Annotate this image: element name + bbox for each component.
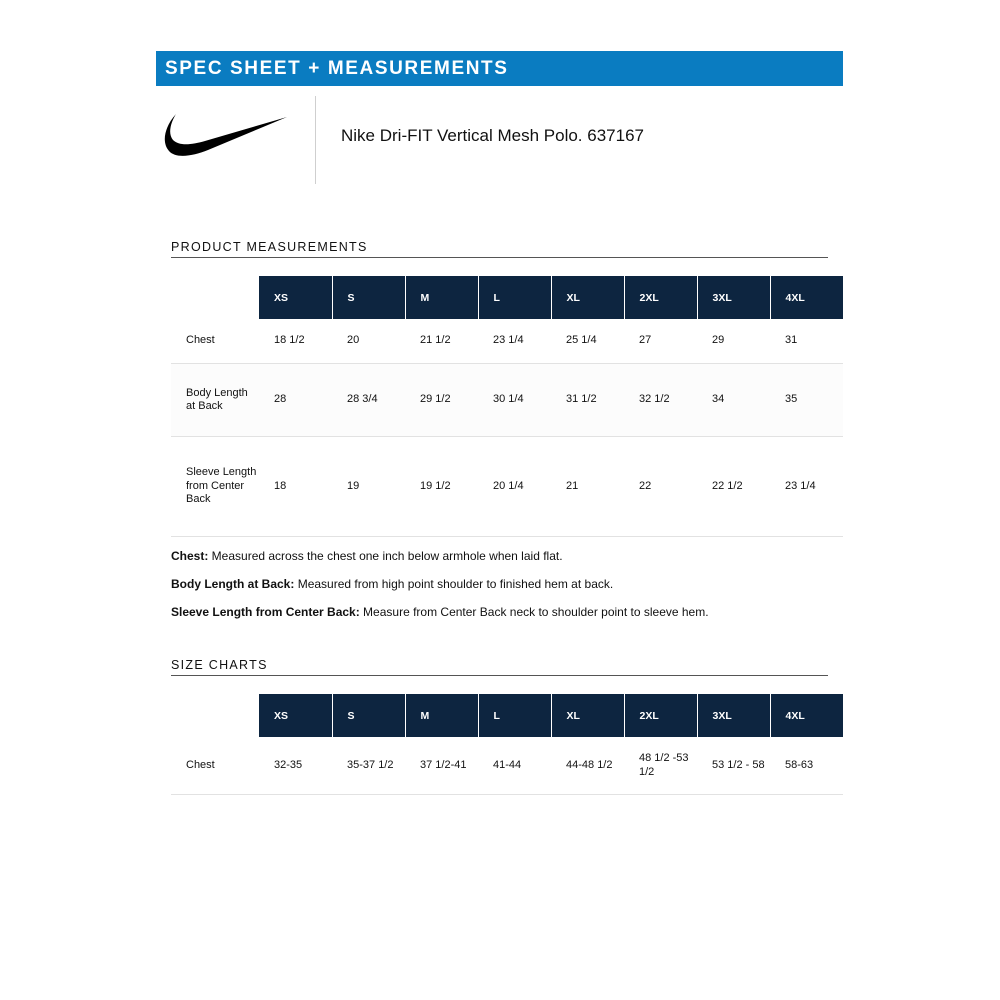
size-header: S [332,276,405,319]
table-cell: 20 1/4 [478,437,551,537]
row-label: Sleeve Length from Center Back [171,437,259,537]
size-header: 2XL [624,694,697,737]
table-cell: 34 [697,364,770,437]
product-title: Nike Dri-FIT Vertical Mesh Polo. 637167 [341,126,644,145]
table-cell: 21 [551,437,624,537]
size-header: S [332,694,405,737]
table-cell: 44-48 1/2 [551,737,624,795]
table-row [171,364,843,437]
row-label: Chest [171,737,259,795]
product-measurements-table [171,276,843,537]
size-header: M [405,694,478,737]
size-header: L [478,694,551,737]
row-label: Chest [171,319,259,364]
table-cell: 27 [624,319,697,364]
note-text: Measured across the chest one inch below armhole when laid flat. [208,549,563,563]
row-label: Body Length at Back [171,364,259,437]
header-divider [315,96,316,184]
header-blank-cell [171,276,259,319]
size-header: 4XL [770,276,843,319]
table-header-row [171,276,843,319]
note-text: Measured from high point shoulder to finished hem at back. [294,577,614,591]
table-cell: 22 1/2 [697,437,770,537]
table-header-row [171,694,843,737]
size-header: XS [259,276,332,319]
table-cell: 53 1/2 - 58 [697,737,770,795]
table-cell: 30 1/4 [478,364,551,437]
table-cell: 32-35 [259,737,332,795]
table-cell: 32 1/2 [624,364,697,437]
note-term: Body Length at Back: [171,577,295,591]
table-cell: 23 1/4 [770,437,843,537]
table-cell: 48 1/2 -53 1/2 [624,737,697,795]
table-cell: 18 [259,437,332,537]
spec-sheet-header: SPEC SHEET + MEASUREMENTS [156,51,843,86]
table-cell: 29 [697,319,770,364]
size-header: 4XL [770,694,843,737]
size-header: XL [551,276,624,319]
table-row [171,437,843,537]
size-header: 2XL [624,276,697,319]
note-sleeve-length [171,605,843,619]
table-cell: 35 [770,364,843,437]
size-header: L [478,276,551,319]
table-cell: 31 [770,319,843,364]
product-measurements-title: PRODUCT MEASUREMENTS [171,240,828,258]
table-cell: 37 1/2-41 [405,737,478,795]
table-cell: 25 1/4 [551,319,624,364]
note-term: Sleeve Length from Center Back: [171,605,360,619]
table-cell: 19 1/2 [405,437,478,537]
table-cell: 28 3/4 [332,364,405,437]
table-cell: 22 [624,437,697,537]
table-cell: 58-63 [770,737,843,795]
table-cell: 23 1/4 [478,319,551,364]
table-row [171,319,843,364]
size-header: XL [551,694,624,737]
size-header: XS [259,694,332,737]
table-cell: 18 1/2 [259,319,332,364]
note-chest [171,549,843,563]
table-cell: 35-37 1/2 [332,737,405,795]
measurement-notes [171,549,843,633]
table-cell: 31 1/2 [551,364,624,437]
note-text: Measure from Center Back neck to shoulder point to sleeve hem. [359,605,709,619]
size-header: 3XL [697,694,770,737]
table-cell: 21 1/2 [405,319,478,364]
table-cell: 29 1/2 [405,364,478,437]
size-header: M [405,276,478,319]
size-charts-table [171,694,843,795]
swoosh-logo-icon [163,112,289,160]
table-row [171,737,843,795]
size-header: 3XL [697,276,770,319]
note-term: Chest: [171,549,209,563]
note-body-length [171,577,843,591]
table-cell: 20 [332,319,405,364]
table-cell: 19 [332,437,405,537]
table-cell: 41-44 [478,737,551,795]
table-cell: 28 [259,364,332,437]
header-blank-cell [171,694,259,737]
size-charts-title: SIZE CHARTS [171,658,828,676]
